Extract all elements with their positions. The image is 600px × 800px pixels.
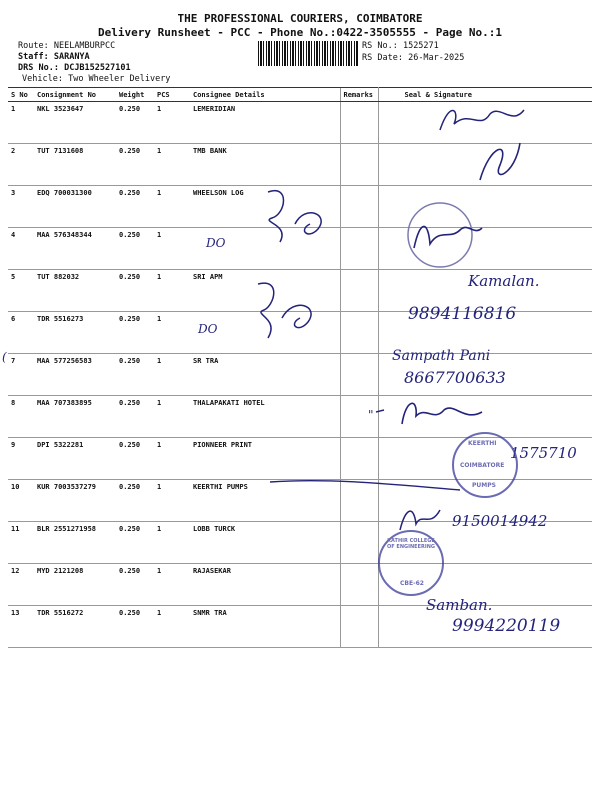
margin-mark-ditto: " bbox=[368, 408, 374, 422]
row-sno: 10 bbox=[8, 480, 34, 522]
row-sno: 8 bbox=[8, 396, 34, 438]
row-consignment-no: MAA 707383895 bbox=[34, 396, 116, 438]
row-weight: 0.250 bbox=[116, 396, 154, 438]
row-consignment-no: MAA 576348344 bbox=[34, 228, 116, 270]
handwritten-phone-kamalan: 9894116816 bbox=[408, 304, 517, 324]
row-pcs: 1 bbox=[154, 228, 190, 270]
row-pcs: 1 bbox=[154, 186, 190, 228]
row-pcs: 1 bbox=[154, 564, 190, 606]
row-pcs: 1 bbox=[154, 312, 190, 354]
signature-row2 bbox=[470, 135, 530, 190]
row-weight: 0.250 bbox=[116, 480, 154, 522]
signature-row4 bbox=[400, 200, 490, 270]
row-weight: 0.250 bbox=[116, 144, 154, 186]
row-remarks bbox=[340, 564, 378, 606]
row-pcs: 1 bbox=[154, 480, 190, 522]
row-remarks bbox=[340, 186, 378, 228]
handwritten-kamalan: Kamalan. bbox=[468, 272, 540, 290]
row-weight: 0.250 bbox=[116, 438, 154, 480]
vehicle-line: Vehicle: Two Wheeler Delivery bbox=[22, 74, 171, 84]
company-title: THE PROFESSIONAL COURIERS, COIMBATORE bbox=[177, 12, 423, 25]
row-pcs: 1 bbox=[154, 102, 190, 144]
row-sno: 5 bbox=[8, 270, 34, 312]
route-value: NEELAMBURPCC bbox=[53, 41, 116, 51]
drs-value: DCJB152527101 bbox=[64, 63, 131, 73]
row-sno: 4 bbox=[8, 228, 34, 270]
row-sno: 1 bbox=[8, 102, 34, 144]
table-row bbox=[8, 606, 592, 648]
row-consignment-no: TUT 882032 bbox=[34, 270, 116, 312]
row-sno: 6 bbox=[8, 312, 34, 354]
scribble-row6 bbox=[244, 278, 324, 348]
row-remarks bbox=[340, 606, 378, 648]
row-consignment-no: TUT 7131608 bbox=[34, 144, 116, 186]
row-consignee: LOBB TURCK bbox=[190, 522, 340, 564]
row-weight: 0.250 bbox=[116, 564, 154, 606]
row-weight: 0.250 bbox=[116, 102, 154, 144]
col-seal: Seal & Signature bbox=[378, 88, 592, 102]
row-consignment-no: MAA 577256583 bbox=[34, 354, 116, 396]
staff-line: Staff: SARANYA bbox=[18, 52, 90, 62]
row-seal-signature bbox=[378, 312, 592, 354]
row-remarks bbox=[340, 354, 378, 396]
row-consignee: PIONNEER PRINT bbox=[190, 438, 340, 480]
row-remarks bbox=[340, 228, 378, 270]
row-remarks bbox=[340, 270, 378, 312]
row-pcs: 1 bbox=[154, 354, 190, 396]
row-sno: 3 bbox=[8, 186, 34, 228]
row-pcs: 1 bbox=[154, 522, 190, 564]
row-weight: 0.250 bbox=[116, 228, 154, 270]
row-weight: 0.250 bbox=[116, 522, 154, 564]
handwritten-do-row4: DO bbox=[206, 236, 226, 250]
row-pcs: 1 bbox=[154, 396, 190, 438]
row-seal-signature bbox=[378, 606, 592, 648]
handwritten-do-row6: DO bbox=[198, 322, 218, 336]
margin-mark-row7: ( bbox=[2, 350, 7, 364]
table-row bbox=[8, 522, 592, 564]
rs-info bbox=[362, 40, 464, 64]
row-sno: 2 bbox=[8, 144, 34, 186]
row-remarks bbox=[340, 312, 378, 354]
row-pcs: 1 bbox=[154, 438, 190, 480]
drs-line: DRS No.: DCJB152527101 bbox=[18, 63, 131, 73]
barcode bbox=[258, 41, 358, 66]
row-pcs: 1 bbox=[154, 270, 190, 312]
row-consignment-no: TDR 5516273 bbox=[34, 312, 116, 354]
handwritten-samban: Samban. bbox=[426, 596, 493, 614]
row-consignment-no: NKL 3523647 bbox=[34, 102, 116, 144]
rs-no-line: RS No.: 1525271 bbox=[362, 41, 439, 51]
vehicle-value: Two Wheeler Delivery bbox=[68, 74, 171, 84]
row-weight: 0.250 bbox=[116, 606, 154, 648]
row-sno: 7 bbox=[8, 354, 34, 396]
handwritten-phone-lobb: 9150014942 bbox=[452, 512, 548, 530]
row-consignment-no: BLR 2551271958 bbox=[34, 522, 116, 564]
col-sno: S No bbox=[8, 88, 34, 102]
signature-row8 bbox=[372, 392, 502, 432]
row-seal-signature bbox=[378, 354, 592, 396]
row-consignment-no: EDQ 700031300 bbox=[34, 186, 116, 228]
col-weight: Weight bbox=[116, 88, 154, 102]
row-consignee: SR TRA bbox=[190, 354, 340, 396]
row-sno: 13 bbox=[8, 606, 34, 648]
row-remarks bbox=[340, 522, 378, 564]
row-consignment-no: TDR 5516272 bbox=[34, 606, 116, 648]
row-consignee: LEMERIDIAN bbox=[190, 102, 340, 144]
col-consignment: Consignment No bbox=[34, 88, 116, 102]
row-consignee: TMB BANK bbox=[190, 144, 340, 186]
row-consignment-no: MYD 2121208 bbox=[34, 564, 116, 606]
row-weight: 0.250 bbox=[116, 312, 154, 354]
rs-date-line: RS Date: 26-Mar-2025 bbox=[362, 53, 465, 63]
row-consignee: KEERTHI PUMPS bbox=[190, 480, 340, 522]
handwritten-sampath: Sampath Pani bbox=[392, 348, 491, 364]
row-pcs: 1 bbox=[154, 144, 190, 186]
company-stamp-keerthi: KEERTHI COIMBATORE PUMPS bbox=[452, 432, 518, 498]
row-remarks bbox=[340, 102, 378, 144]
row-consignee: WHEELSON LOG bbox=[190, 186, 340, 228]
row-weight: 0.250 bbox=[116, 354, 154, 396]
row-seal-signature bbox=[378, 270, 592, 312]
staff-value: SARANYA bbox=[53, 52, 90, 62]
company-stamp-kathir: KATHIR COLLEGE OF ENGINEERING CBE-62 bbox=[378, 530, 444, 596]
row-pcs: 1 bbox=[154, 606, 190, 648]
route-line: Route: NEELAMBURPCC bbox=[18, 41, 116, 51]
col-remarks: Remarks bbox=[340, 88, 378, 102]
handwritten-phone-samban: 9994220119 bbox=[452, 616, 561, 636]
row-consignee: RAJASEKAR bbox=[190, 564, 340, 606]
row-consignee: SRI APM bbox=[190, 270, 340, 312]
row-remarks bbox=[340, 144, 378, 186]
table-row bbox=[8, 354, 592, 396]
table-row bbox=[8, 564, 592, 606]
scribble-row4 bbox=[250, 184, 330, 254]
row-sno: 9 bbox=[8, 438, 34, 480]
row-consignment-no: KUR 7003537279 bbox=[34, 480, 116, 522]
row-consignment-no: DPI 5322281 bbox=[34, 438, 116, 480]
handwritten-phone-sampath: 8667700633 bbox=[404, 368, 506, 387]
row-consignee: SNMR TRA bbox=[190, 606, 340, 648]
row-consignee: THALAPAKATI HOTEL bbox=[190, 396, 340, 438]
row-sno: 11 bbox=[8, 522, 34, 564]
row-weight: 0.250 bbox=[116, 186, 154, 228]
col-consignee: Consignee Details bbox=[190, 88, 340, 102]
row-sno: 12 bbox=[8, 564, 34, 606]
col-pcs: PCS bbox=[154, 88, 190, 102]
table-row bbox=[8, 396, 592, 438]
handwritten-phone-keerthi: 1575710 bbox=[510, 444, 577, 462]
row-weight: 0.250 bbox=[116, 270, 154, 312]
runsheet-subtitle: Delivery Runsheet - PCC - Phone No.:0422-3505555 - Page No.:1 bbox=[98, 26, 502, 39]
